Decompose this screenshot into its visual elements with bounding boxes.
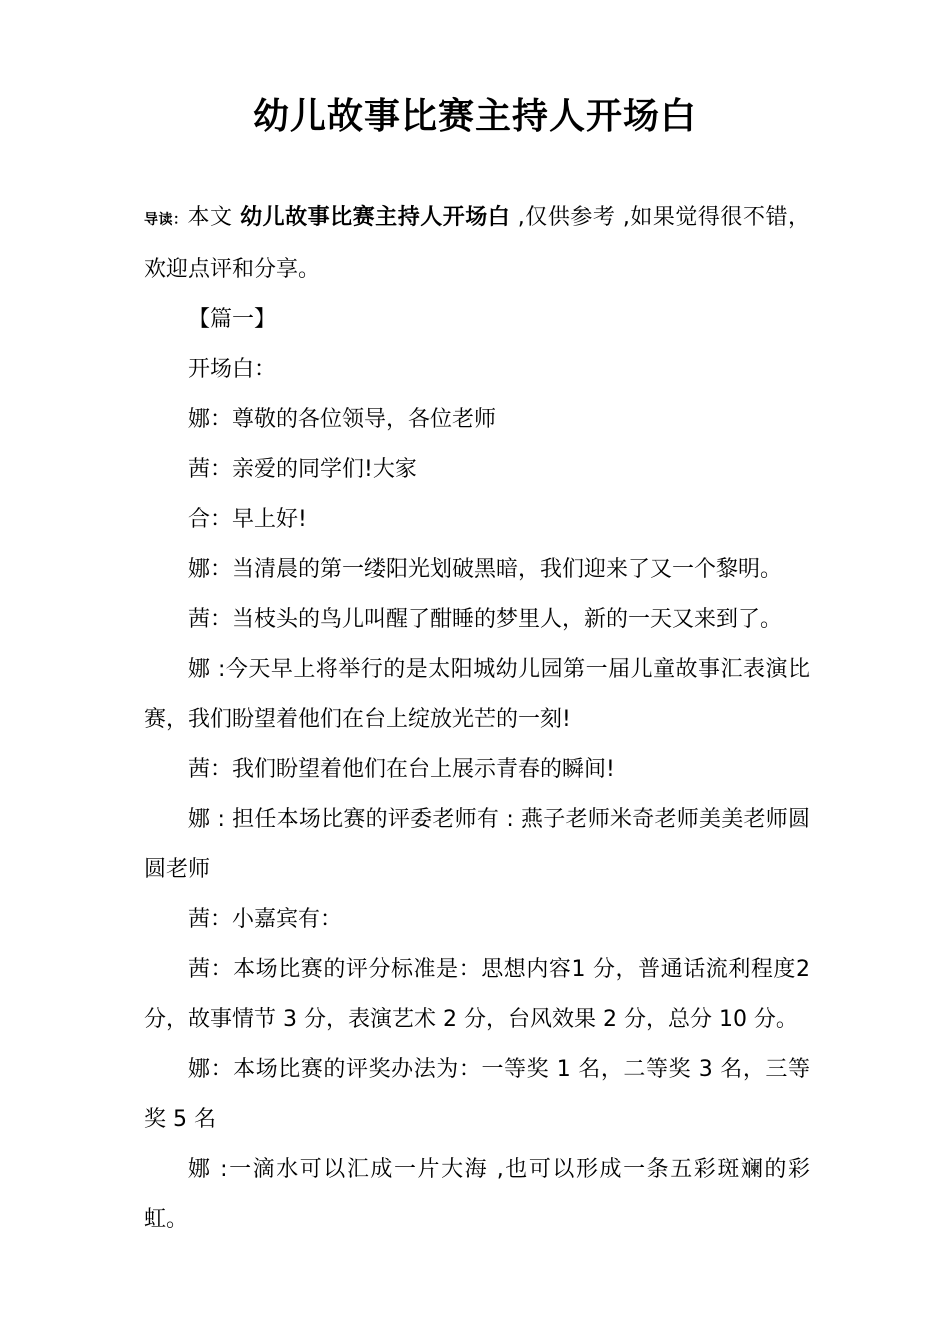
lead-title: 幼儿故事比赛主持人开场白	[240, 205, 511, 230]
paragraph: 娜 : 担任本场比赛的评委老师有 : 燕子老师米奇老师美美老师圆圆老师	[144, 807, 810, 882]
lead-label: 导读：	[144, 212, 188, 228]
paragraph: 开场白：	[188, 357, 277, 382]
paragraph: 娜：尊敬的各位领导，各位老师	[188, 407, 497, 432]
paragraph: 合：早上好!	[188, 507, 307, 532]
paragraph: 娜 :一滴水可以汇成一片大海 ,也可以形成一条五彩斑斓的彩虹。	[144, 1157, 810, 1232]
paragraph: 茜：我们盼望着他们在台上展示青春的瞬间!	[188, 757, 615, 782]
lead-pre: 本文	[187, 205, 241, 230]
paragraph: 茜：本场比赛的评分标准是：思想内容1 分，普通话流利程度2 分，故事情节 3 分，表演艺术 2 分，台风效果 2 分，总分 10 分。	[144, 957, 810, 1032]
document-body	[144, 193, 810, 1245]
paragraph: 娜：当清晨的第一缕阳光划破黑暗，我们迎来了又一个黎明。	[188, 557, 783, 582]
paragraph: 娜 :今天早上将举行的是太阳城幼儿园第一届儿童故事汇表演比赛，我们盼望着他们在台上绽放光芒的一刻!	[144, 657, 810, 732]
document-title: 幼儿故事比赛主持人开场白	[252, 96, 697, 137]
paragraph: 茜：小嘉宾有：	[188, 907, 343, 932]
paragraph: 茜：当枝头的鸟儿叫醒了酣睡的梦里人，新的一天又来到了。	[188, 607, 783, 632]
paragraph: 娜：本场比赛的评奖办法为：一等奖 1 名，二等奖 3 名，三等奖 5 名	[144, 1057, 810, 1132]
lead-post: ,仅供参考 ,如果觉得很不错，欢迎点评和分享。	[144, 205, 810, 282]
section-heading: 【篇一】	[188, 307, 277, 332]
lead-paragraph	[144, 193, 810, 295]
paragraph: 茜：亲爱的同学们!大家	[188, 457, 417, 482]
